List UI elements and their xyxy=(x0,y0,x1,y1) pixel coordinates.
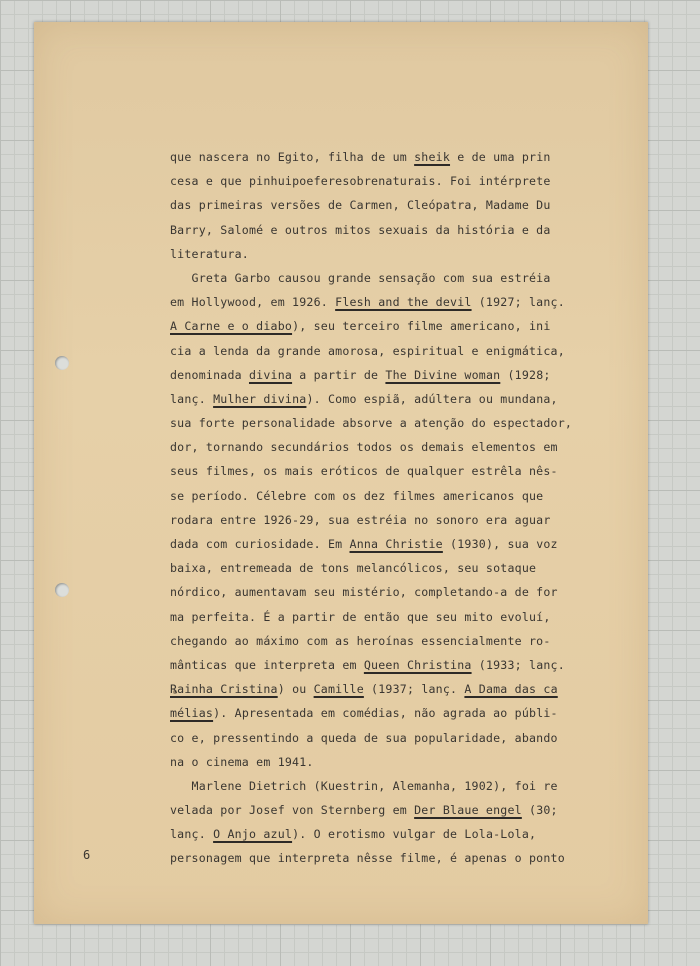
text-line xyxy=(170,774,620,798)
text-run: denominada xyxy=(170,367,249,382)
underlined-title: Der Blaue engel xyxy=(414,803,522,818)
text-run: personagem que interpreta nêsse filme, é apenas o ponto xyxy=(170,851,565,866)
text-run: cia a lenda da grande amorosa, espiritual e enigmática, xyxy=(170,343,565,358)
text-run: ). O erotismo vulgar de Lola-Lola, xyxy=(292,827,537,842)
text-run: Greta Garbo causou grande sensação com sua estréia xyxy=(170,270,551,285)
text-run: (30; xyxy=(521,803,558,818)
text-line xyxy=(170,629,620,653)
text-run: ). Apresentada em comédias, não agrada ao públi- xyxy=(213,706,558,721)
underlined-title: O Anjo azul xyxy=(213,827,293,842)
text-run: (1937; lanç. xyxy=(363,682,465,697)
text-run: lanç. xyxy=(170,827,214,842)
text-run: seus filmes, os mais eróticos de qualquer estrêla nês- xyxy=(170,464,558,479)
text-run: velada por Josef von Sternberg em xyxy=(170,803,415,818)
text-run: em Hollywood, em 1926. xyxy=(170,295,336,310)
text-run: co e, pressentindo a queda de sua popularidade, abando xyxy=(170,730,558,745)
text-run: (1933; lanç. xyxy=(471,657,565,672)
text-run: (1928; xyxy=(500,367,551,382)
text-line xyxy=(170,750,620,774)
text-line xyxy=(170,726,620,750)
text-run: Barry, Salomé e outros mitos sexuais da história e da xyxy=(170,222,551,237)
text-line xyxy=(170,387,620,411)
text-line xyxy=(170,290,620,314)
text-run: ), seu terceiro filme americano, ini xyxy=(292,319,551,334)
text-run: lanç. xyxy=(170,391,214,406)
text-line xyxy=(170,266,620,290)
underlined-title: Flesh and the devil xyxy=(335,295,472,310)
text-line xyxy=(170,822,620,846)
underlined-title: Anna Christie xyxy=(349,537,443,551)
text-line xyxy=(170,218,620,242)
text-run: se período. Célebre com os dez filmes americanos que xyxy=(170,488,544,503)
text-run: . Foi intérprete xyxy=(435,174,551,189)
text-run: dada com curiosidade. Em xyxy=(170,537,350,551)
text-line xyxy=(170,145,620,169)
text-run: baixa, entremeada de tons melancólicos, seu sotaque xyxy=(170,561,537,576)
text-line xyxy=(170,532,620,556)
text-line xyxy=(170,484,620,508)
text-run: (1927; lanç. xyxy=(471,295,565,310)
text-run: chegando ao máximo com as heroínas essencialmente ro- xyxy=(170,633,551,648)
text-line xyxy=(170,242,620,266)
text-run: que nascera no Egito, filha de um xyxy=(170,150,415,164)
text-line xyxy=(170,605,620,629)
text-run: a partir de xyxy=(292,367,386,382)
text-line xyxy=(170,339,620,363)
text-run: das primeiras versões de Carmen, Cleópatra, Madame Du xyxy=(170,198,551,213)
underlined-title: Camille xyxy=(313,682,364,697)
underlined-title: A Dama das ca xyxy=(464,682,558,697)
text-line xyxy=(170,701,620,725)
text-line xyxy=(170,314,620,338)
text-line xyxy=(170,363,620,387)
underlined-title: mélias xyxy=(170,706,214,721)
text-run: cesa e que xyxy=(170,174,249,189)
binder-hole-top xyxy=(55,356,69,370)
text-line xyxy=(170,459,620,483)
text-run: ). Como espiã, adúltera ou mundana, xyxy=(306,391,558,406)
text-run: rodara entre 1926-29, sua estréia no sonoro era aguar xyxy=(170,512,551,527)
text-line xyxy=(170,508,620,532)
text-run: nórdico, aumentavam seu mistério, completando-a de for xyxy=(170,585,558,600)
text-run: sua forte personalidade absorve a atenção do espectador, xyxy=(170,416,573,431)
typewritten-text-body xyxy=(170,145,620,871)
underlined-title: Mulher divina xyxy=(213,391,307,406)
text-run: dor, tornando secundários todos os demais elementos em xyxy=(170,440,558,455)
text-run: Marlene Dietrich (Kuestrin, Alemanha, 1902), foi re xyxy=(170,778,558,793)
underlined-title: divina xyxy=(248,367,293,382)
text-run: na o cinema em 1941. xyxy=(170,754,314,769)
text-line xyxy=(170,193,620,217)
text-run: e de uma prin xyxy=(450,150,551,164)
text-line xyxy=(170,653,620,677)
binder-hole-bottom xyxy=(55,583,69,597)
underlined-title: A Carne e o diabo xyxy=(170,319,293,334)
text-line xyxy=(170,677,620,701)
text-run: ) ou xyxy=(277,682,314,697)
text-line xyxy=(170,798,620,822)
text-line xyxy=(170,846,620,870)
text-run: mânticas que interpreta em xyxy=(170,657,364,672)
text-line xyxy=(170,580,620,604)
text-run: ma perfeita. É a partir de então que seu mito evoluí, xyxy=(170,609,551,624)
page-number: 6 xyxy=(83,848,91,862)
text-run: literatura. xyxy=(170,246,249,261)
text-line xyxy=(170,169,620,193)
text-line xyxy=(170,435,620,459)
underlined-title: Queen Christina xyxy=(363,657,472,672)
underlined-title: The Divine woman xyxy=(385,367,501,382)
text-run: pinhuipoeferesobrenaturais xyxy=(248,174,436,189)
underlined-title: Rainha Cristina xyxy=(170,682,278,697)
text-run: (1930), sua voz xyxy=(442,537,558,551)
text-line xyxy=(170,411,620,435)
underlined-title: sheik xyxy=(414,150,451,164)
text-line xyxy=(170,556,620,580)
